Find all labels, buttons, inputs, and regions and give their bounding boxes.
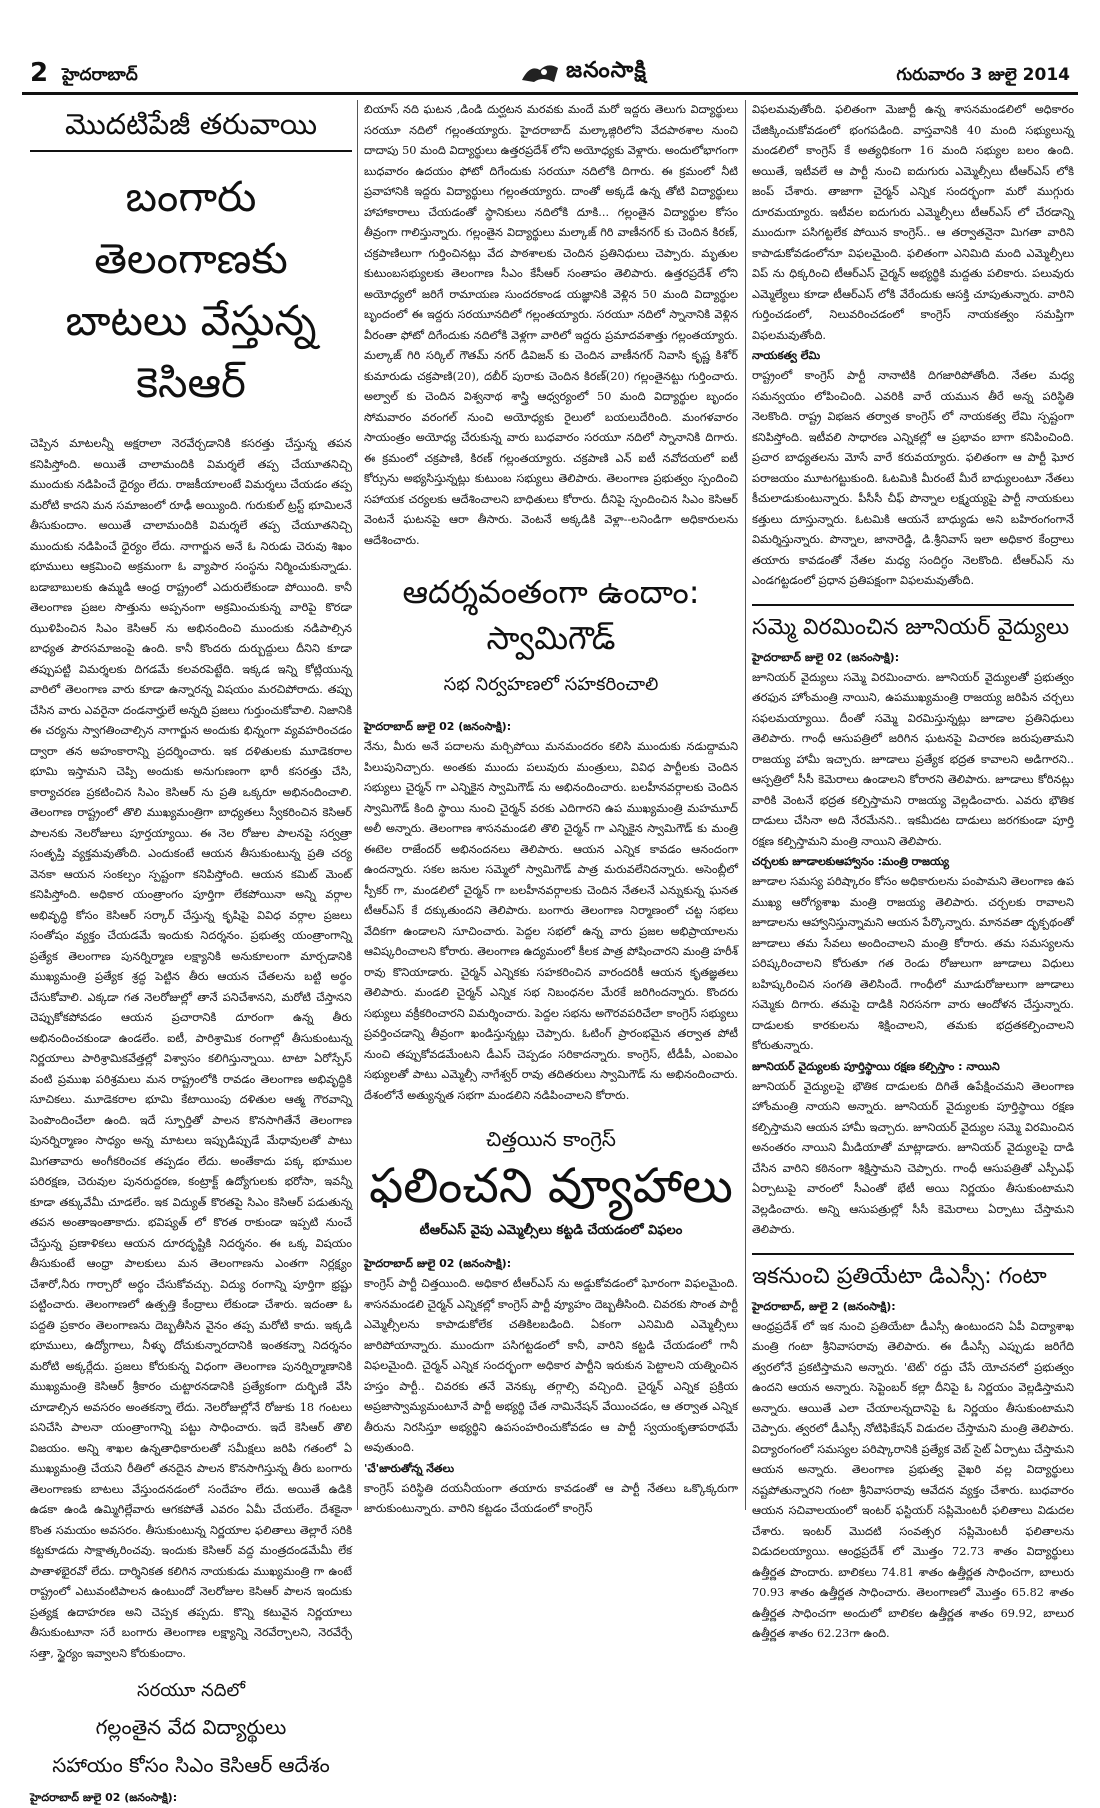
- inline-subhead: నాయకత్వ లేమి: [752, 349, 821, 362]
- article-body: [752, 100, 1074, 592]
- story-subheadline: టీఆర్ఎస్ వైపు ఎమ్మెల్సీలు కట్టడి చేయడంలో విఫలం: [419, 1223, 683, 1238]
- article-body: [364, 1274, 738, 1520]
- article-paragraph: జూనియర్ వైద్యులపై భౌతిక దాడులకు దిగితే ఉపేక్షించమని తెలంగాణ హోంమంత్రి నాయని అన్నారు. జూనియర్ వైద్యులకు పూర్తిస్థాయి రక్షణ కల్పిస్తామని ఆయన హామీ ఇచ్చారు. జూనియర్ వైద్యుల సమ్మె విరమించిన అనంతరం నాయిని మీడియాతో మాట్లాడారు. జూనియర్ వైద్యులపై దాడి చేసిన వారిని కఠినంగా శిక్షిస్తామని చెప్పారు. గాంధీ ఆసుపత్రితో ఎస్పీఎఫ్ ఏర్పాటుపై వారంలో సీఎంతో భేటీ అయి నిర్ణయం తీసుకుంటామని వెల్లడించారు. అన్ని ఆసుపత్రుల్లో సీసీ కెమెరాలు ఏర్పాటు చేస్తామని తెలిపారు.: [752, 1079, 1074, 1236]
- story-headline: సమ్మె విరమించిన జూనియర్ వైద్యులు: [752, 604, 1074, 644]
- article-paragraph: రాష్ట్రంలో కాంగ్రెస్ పార్టీ నానాటికి దిగజారిపోతోంది. నేతల మధ్య సమన్వయం లోపించింది. ఎవరికి వారే యమున తీరే అన్న పరిస్థితి నెలకొంది. రాష్ట్ర విభజన తర్వాత కాంగ్రెస్ లో నాయకత్వ లేమి స్పష్టంగా కనిపిస్తోంది. ఇటీవలి సాధారణ ఎన్నికల్లో ఆ ప్రభావం బాగా కనిపించింది. ప్రచార బాధ్యతలను మోసే వారే కరువయ్యారు. ఫలితంగా ఆ పార్టీ ఘోర పరాజయం మూటగట్టుకుంది. ఓటమికి మీరంటే మీరే బాధ్యులంటూ నేతలు కీచులాడుకుంటున్నారు. పీసీసీ చీఫ్ పొన్నాల లక్ష్మయ్యపై పార్టీ నాయకులు కత్తులు దూస్తున్నారు. ఓటమికి ఆయనే బాధ్యుడు అని బహిరంగంగానే విమర్శిస్తున్నారు. పొన్నాల, జానారెడ్డి, డి.శ్రీనివాస్ ఇలా అధికార కేంద్రాలు తయారు కావడంతో నేతల మధ్య సందిగ్ధం నెలకొంది. టీఆర్ఎస్ ను ఎండగట్టడంలో ప్రధాన ప్రతిపక్షంగా విఫలమవుతోంది.: [752, 369, 1074, 587]
- edition-city: హైదరాబాద్: [62, 65, 138, 85]
- brand-name: జనంసాక్షి: [566, 58, 647, 83]
- inline-subhead: జూనియర్ వైద్యులకు పూర్తిస్థాయి రక్షణ కల్పిస్తాం : నాయిని: [752, 1059, 1000, 1073]
- article-paragraph: కాంగ్రెస్ పరిస్థితి దయనీయంగా తయారు కావడంతో ఆ పార్టీ నేతలు ఒక్కొక్కరుగా జారుకుంటున్నారు. వారిని కట్టడం చేయడంలో కాంగ్రెస్: [364, 1481, 738, 1515]
- dateline: హైదరాబాద్, జులై 2 (జనంసాక్షి):: [752, 1299, 896, 1313]
- article-paragraph: ఆంధ్రప్రదేశ్ లో ఇక నుంచి ప్రతియేటా డీఎస్సీ ఉంటుందని ఏపీ విద్యాశాఖ మంత్రి గంటా శ్రీనివాసరావు తెలిపారు. ఈ డీఎస్సీ ఎప్పుడు జరిగేది త్వరలోనే ప్రకటిస్తామని అన్నారు. 'టెట్' రద్దు చేసే యోచనలో ప్రభుత్వం ఉందని ఆయన అన్నారు. సెప్టెంబర్ కల్లా దీనిపై ఓ నిర్ణయం వెల్లడిస్తామని అన్నారు. ఆయితే ఎలా చేయాలన్నదానిపై ఓ నిర్ణయం తీసుకుంటామని చెప్పారు. త్వరలో డీఎస్సీ నోటిఫికేషన్ విడుదల చేస్తామని మంత్రి తెలిపారు. విద్యారంగంలో సమస్యల పరిష్కారానికి ప్రత్యేక వెబ్ సైట్ ఏర్పాటు చేస్తామని ఆయన అన్నారు. తెలంగాణ ప్రభుత్వ వైఖరి వల్ల విద్యార్థులు నష్టపోతున్నారని గంటా శ్రీనివాసరావు ఆవేదన వ్యక్తం చేశారు. బుధవారం ఆయన సచివాలయంలో ఇంటర్ ఫస్టియర్ సప్లిమెంటరీ ఫలితాలు విడుదల చేశారు. ఇంటర్ మొదటి సంవత్సర సప్లిమెంటరీ ఫలితాలను విడుదలయ్యాయి. ఆంధ్రప్రదేశ్ లో మొత్తం 72.73 శాతం విద్యార్థులు ఉత్తీర్ణత పొందారు. బాలికలు 74.81 శాతం ఉత్తీర్ణత సాధించగా, బాలురు 70.93 శాతం ఉత్తీర్ణత సాధించారు. తెలంగాణలో మొత్తం 65.82 శాతం ఉత్తీర్ణత సాధించగా అందులో బాలికల ఉత్తీర్ణత శాతం 69.92, బాలుర ఉత్తీర్ణత శాతం 62.23గా ఉంది.: [752, 1319, 1074, 1640]
- brand-logo-icon: [520, 60, 560, 86]
- article-paragraph: బియాస్ నది ఘటన ,డిండి దుర్ఘటన మరవకు మందే మరో ఇద్దరు తెలుగు విద్యార్థులు సరయూ నదిలో గల్లంతయ్యారు. హైదరాబాద్ మల్కాజ్గిరిలోని వేదపాఠశాల నుంచి దాదాపు 50 మంది విద్యార్థులు ఉత్తరప్రదేశ్ లోని అయోధ్యకు వెళ్లారు. అందులోభాగంగా బుధవారం ఉదయం ఫోటో దిగేందుకు సరయూ నదిలోకి దిగారు. ఈ క్రమంలో నీటి ప్రవాహానికి ఇద్దరు విద్యార్థులు గల్లంతయ్యారు. దాంతో అక్కడే ఉన్న తోటి విద్యార్థులు హాహాకారాలు చేయడంతో స్థానికులు నదిలోకి దూకి... గల్లంతైన విద్యార్థుల కోసం తీవ్రంగా గాలిస్తున్నారు. గల్లంతైన విద్యార్థులు మల్కాజ్ గిరి వాణీనగర్ కు చెందిన కిరణ్, చక్రపాణిలుగా గుర్తించినట్లు వేద పాఠశాలకు చెందిన ప్రతినిధులు చెప్పారు. మృతుల కుటుంబసభ్యులకు తెలంగాణ సీఎం కేసీఆర్ సంతాపం తెలిపారు. ఉత్తరప్రదేశ్ లోని అయోధ్యలో జరిగే రామాయణ సుందరకాండ యజ్ఞానికి వెళ్లిన 50 మంది విద్యార్థుల బృందంలో ఈ ఇద్దరు సరయూనదిలో గల్లంతయ్యారు. సరయూ నదిలో స్నానానికి వెళ్లిన వీరంతా ఫోటో దిగేందుకు నదిలోకి వెళ్లగా వారిలో ఇద్దరు ప్రమాదవశాత్తు గల్లంతయ్యారు. మల్కాజ్ గిరి సర్కిల్ గౌతమ్ నగర్ డివిజన్ కు చెందిన వాణీనగర్ నివాసి కృష్ణ కిశోర్ కుమారుడు చక్రపాణి(20), దబీర్ పురాకు చెందిన కిరణ్(20) గల్లంతైనట్టు గుర్తించారు. అల్వాల్ కు చెందిన విశ్వనాథ శాస్త్రి ఆధ్వర్యంలో 50 మంది విద్యార్థుల బృందం సోమవారం వరంగల్ నుంచి అయోధ్యకు రైలులో బయలుదేరింది. మంగళవారం సాయంత్రం అయోధ్య చేరుకున్న వారు బుధవారం సరయూ నదిలో స్నానానికి దిగారు. ఈ క్రమంలో చక్రపాణి, కిరణ్ గల్లంతయ్యారు. చక్రపాణి ఎన్ ఐటీ నవోదయలో ఐటీ కోర్సును అభ్యసిస్తున్నట్లు కుటుంబ సభ్యులు తెలిపారు. తెలంగాణ ప్రభుత్వం స్పందించి సహాయక చర్యలకు ఆదేశించాలని బాధితులు కోరారు. దీనిపై స్పందించిన సిఎం కెసిఆర్ వెంటనే ఘటనపై ఆరా తీసారు. వెంటనే అక్కడికి వెళ్లా--లనిండిగా అధికారులను ఆదేశించారు.: [364, 103, 738, 547]
- story-subheadline: సభ నిర్వహణలో సహకరించాలి: [443, 674, 659, 695]
- article-body: [752, 668, 1074, 1241]
- article-paragraph: చెప్పిన మాటలన్నీ అక్షరాలా నెరవేర్చడానికి కసరత్తు చేస్తున్న తపన కనిపిస్తోంది. అయితే చాలామందికి విమర్శలే తప్ప చేయూతనిచ్చి ముందుకు నడిపించే ధైర్యం లేదు. రాజకీయాలంటే విమర్శలు చేయడం తప్ప మరోటి కాదని మన సమాజంలో రూఢీ అయ్యింది. గురుకుల్ ట్రస్ట్ భూమిలనే తీసుకుందాం. అయితే చాలామందికి విమర్శలే తప్ప చేయూతనిచ్చి ముందుకు నడిపించే ధైర్యం లేదు. నాగార్జున అనే ఓ నిరుడు చెరువు శిఖం భూములు ఆక్రమించి అక్రమంగా ఓ వ్యాపార సంస్థను నిర్మించుకున్నాడు. బడాబాబులకు ఉమ్మడి ఆంధ్ర రాష్ట్రంలో ఎదురులేకుండా పోయింది. కానీ తెలంగాణ ప్రజల సొత్తును అప్పనంగా అక్రమించుకున్న వారిపై కొరడా ఝుళిపించిన సిఎం కెసిఆర్ ను అభినందించి ముందుకు నడిపాల్సిన బాధ్యత పౌరసమాజంపై ఉంది. కానీ కొందరు దుర్బుద్దులు దీనిని కూడా తప్పుపట్టి విమర్శలకు దిగడమే కలవరపెట్టేది. ఇక్కడ ఇన్ని కోట్లియున్న వారిలో తెలంగాణ వారు కూడా ఉన్నారన్న విషయం మరచిపోరాదు. తప్పు చేసిన వారు ఎవరైనా దండనార్హులే అన్నది ప్రజలు గుర్తుంచుకోవాలి. నిజానికి ఈ చర్యను స్వాగతించాల్సిన నాగార్జున అందుకు భిన్నంగా వ్యవహరించడం ద్వారా తన అహంకారాన్ని ప్రదర్శించారు. ఇక దళితులకు మూడెకరాల భూమి ఇస్తామని చెప్పి అందుకు అనుగుణంగా భారీ కసరత్తు చేసి, కార్యాచరణ ప్రకటించిన సిఎం కెసిఆర్ ను ప్రతి ఒక్కరూ అభినందించాలి. తెలంగాణ రాష్ట్రంలో తొలి ముఖ్యమంత్రిగా బాధ్యతలు స్వీకరించిన కెసిఆర్ పాలనకు నెలరోజులు పూర్తయ్యాయి. ఈ నెల రోజుల పాలనపై సర్వత్రా సంతృప్తి వ్యక్తమవుతోంది. ఎందుకంటే ఆయన తీసుకుంటున్న ప్రతి చర్య వెనకా ఆయన సంకల్పం స్పష్టంగా కనిపిస్తోంది. ఆయన కమిట్ మెంట్ కనిపిస్తోంది. అధికార యంత్రాంగం పూర్తిగా లేకపోయినా అన్ని వర్గాల అభివృద్ధి కోసం కెసిఆర్ సర్కార్ చేస్తున్న కృషిపై వివిధ వర్గాల ప్రజలు సంతోషం వ్యక్తం చేయడమే ఇందుకు నిదర్శనం. ప్రభుత్వ యంత్రాంగాన్ని ప్రత్యేక తెలంగాణ పునర్నిర్మాణ లక్ష్యానికి అనుకూలంగా మార్చడానికి ముఖ్యమంత్రి ప్రత్యేక శ్రద్ధ పెట్టిన తీరు ఆయన చేతలను బట్టి అర్థం చేసుకోవాలి. ఎక్కడా గత నెలరోజుల్లో తానే పనిచేశానని, మరోటి చేస్తానని చెప్పుకోకపోవడం ఆయన ప్రచారానికి దూరంగా ఉన్న తీరు అభినందించకుండా ఉండలేం. ఐటీ, పారిశ్రామిక రంగాల్లో తీసుకుంటున్న నిర్ణయాలు పారిశ్రామికవేత్తల్లో విశ్వాసం కలిగిస్తున్నాయి. టాటా ఏరోస్పేస్ వంటి ప్రముఖ పరిశ్రమలు మన రాష్ట్రంలోకి రావడం తెలంగాణ అభివృద్ధికి సూచికలు. మూడెకరాల భూమి కేటాయింపు దళితుల ఆత్మ గౌరవాన్ని పెంపొందించేలా ఉంది. ఇదే స్ఫూర్తితో పాలన కొనసాగితేనే తెలంగాణ పునర్నిర్మాణం సాధ్యం అన్న మాటలు ఇప్పుడిప్పుడే మేధావులతో పాటు మిగతావారు అంగీకరించక తప్పడం లేదు. అంతేకాదు పక్క భూముల పరిరక్షణ, చెరువుల పునరుద్దరణ, కంట్రాక్ట్ ఉద్యోగులకు భరోసా, ఇవన్నీ కూడా తక్కువేమీ చూడలేం. ఇక విద్యుత్ కొరతపై సిఎం కెసిఆర్ పడుతున్న తపన అంతాఇంతాకాదు. భవిష్యత్ లో కొరత రాకుండా ఇప్పటి నుంచే చేస్తున్న ప్రణాళికలు ఆయన దూరదృష్టికి నిదర్శనం. ఈ ఒక్క విషయం తీసుకుంటే ఆంధ్రా పాలకులు మన తెలంగాణను ఎంతగా నిర్లక్ష్యం చేశారో,నీరు గార్చారో అర్థం చేసుకోవచ్చు. విద్యు రంగాన్ని పూర్తిగా భ్రష్టు పట్టించారు. తెలంగాణలో ఉత్పత్తి కేంద్రాలు లేకుండా చేశారు. ఇదంతా ఓ పద్దతి ప్రకారం తెలంగాణను దెబ్బతీసిన వైనం తప్ప మరోటి కాదు. ఇక్కడి భూములు, ఉద్యోగాలు, నీళ్ళు దోచుకున్నారదానికి ఇంతకన్నా నిదర్శనం మరోటి అక్కర్లేదు. ప్రజలు కోరుకున్న విధంగా తెలంగాణ పునర్నిర్మాణానికి ముఖ్యమంత్రి కెసిఆర్ శ్రీకారం చుట్టారనడానికి ప్రత్యేకంగా దుర్భిణి వేసి చూడాల్సిన అవసరం అంతకన్నా లేదు. నెలరోజుల్లోనే రోజుకు 18 గంటలు పనిచేసి పాలనా యంత్రాంగాన్ని పట్టు సాధించారు. ఇదే కెసిఆర్ తొలి విజయం. అన్ని శాఖల ఉన్నతాధికారులతో సమీక్షలు జరిపి గతంలో ఏ ముఖ్యమంత్రి చేయని రీతిలో తనదైన పాలన కొనసాగిస్తున్న తీరు బంగారు తెలంగాణకు బాటలు వేస్తుందనడంలో సందేహం లేదు. అయితే ఉడికి ఉడకా ఉండి ఉమ్మిగిల్లేవారు ఆగకపోతే ఎవరం ఏమీ చేయలేం. దేశకైనా కొంత సమయం అవసరం. తీసుకుంటున్న నిర్ణయాల ఫలితాలు తెల్లారే సరికి కట్టకూడదు సాక్షాత్కరించవు. ఇందుకు కెసిఆర్ వద్ద మంత్రదండమేమీ లేక పాతాళభైరవో లేదు. దార్శినికత కలిగిన నాయకుడు ముఖ్యమంత్రి గా ఉంటే రాష్ట్రంలో ఎటువంటిపాలన ఉంటుందో నెలరోజుల కెసిఆర్ పాలన ఇందుకు ప్రత్యక్ష ఉదాహరణ అని చెప్పక తప్పదు. కొన్ని కటువైన నిర్ణయాలు తీసుకుంటూనా సరే బంగారు తెలంగాణ లక్ష్యాన్ని నెరవేర్చాలని, నెరవేర్చే సత్తా, స్థైర్యం ఇవ్వాలని కోరుకుందాం.: [30, 437, 352, 1660]
- article-paragraph: నేను, మీరు అనే పదాలను మర్చిపోయి మనమందరం కలిసి ముందుకు నడుద్దామని పిలుపునిచ్చారు. అంతకు ముందు పలువురు మంత్రులు, వివిధ పార్టీలకు చెందిన సభ్యులు చైర్మన్ గా ఎన్నికైన స్వామిగౌడ్ ను అభినందించారు. బలహీనవర్గాలకు చెందిన స్వామిగౌడ్ కింది స్థాయి నుంచి చైర్మన్ వరకు ఎదిగారని ఉప ముఖ్యమంత్రి మహమూద్ అలీ అన్నారు. తెలంగాణ శాసనమండలి తొలి చైర్మన్ గా ఎన్నికైన స్వామిగౌడ్ కు మంత్రి ఈటెల రాజేందర్ అభినందనలు తెలిపారు. ఆయన ఎన్నిక కావడం ఆనందంగా ఉందన్నారు. సకల జనుల సమ్మెలో స్వామిగౌడ్ పాత్ర మరువలేనిదన్నారు. అసెంబ్లీలో స్పీకర్ గా, మండలిలో చైర్మన్ గా బలహీనవర్గాలకు చెందిన నేతలనే ఎన్నుకున్న ఘనత టీఆర్ఎస్ కే దక్కుతుందని తెలిపారు. బంగారు తెలంగాణ నిర్మాణంలో చట్ట సభలు వేదికగా ఉండాలని సూచించారు. పెద్దల సభలో ఉన్న వారు ప్రజల అభిప్రాయాలను ఆవిష్కరించాలని కోరారు. తెలంగాణ ఉద్యమంలో కీలక పాత్ర పోషించారని మంత్రి హరీశ్ రావు కొనియాడారు. చైర్మన్ ఎన్నికకు సహకరించిన వారందరికీ ఆయన కృతజ్ఞతలు తెలిపారు. మండలి చైర్మన్ ఎన్నిక సభ నిబంధనల మేరకే జరిగిందన్నారు. కొందరు సభ్యులు వక్రీకరించారని విమర్శించారు. పెద్దల సభను అగౌరవపరిచేలా కాంగ్రెస్ సభ్యులు ప్రవర్తించడాన్ని తీవ్రంగా ఖండిస్తున్నట్లు చెప్పారు. ఓటింగ్ ప్రారంభమైన తర్వాత పోటీ నుంచి తప్పుకోవడమేంటని డీఎస్ చెప్పడం సరికాదన్నారు. కాంగ్రెస్, టీడీపీ, ఎంఐఎం సభ్యులతో పాటు ఎమ్మెల్సీ నాగేశ్వర్ రావు తదితరులు స్వామిగౌడ్ ను అభినందించారు. దేశంలోనే అత్యున్నత సభగా మండలిని నడిపించాలని కోరారు.: [364, 740, 738, 1102]
- story-headline: గల్లంతైన వేద విద్యార్థులు: [95, 1715, 287, 1739]
- inline-subhead: 'చే'జారుతోన్న నేతలు: [364, 1461, 455, 1475]
- lead-headline-line1: బంగారు తెలంగాణకు: [94, 172, 288, 283]
- lead-headline: [30, 166, 352, 414]
- story-headline: ఫలించని వ్యూహాలు: [369, 1158, 733, 1214]
- dateline: హైదరాబాద్ జులై 02 (జనంసాక్షి):: [30, 1791, 178, 1804]
- header-rule: [22, 92, 1078, 95]
- column-3: [752, 100, 1074, 1640]
- dateline: హైదరాబాద్ జులై 02 (జనంసాక్షి):: [364, 1257, 512, 1270]
- article-paragraph: జూనియర్ వైద్యులు సమ్మె విరమించారు. జూనియర్ వైద్యులతో ప్రభుత్వం తరఫున హోంమంత్రి నాయిని, ఉపముఖ్యమంత్రి రాజయ్య జరిపిన చర్చలు సఫలమయ్యాయి. దీంతో సమ్మె విరమిస్తున్నట్లు జూడాల ప్రతినిధులు తెలిపారు. గాంధీ ఆసుపత్రిలో జరిగిన ఘటనపై విచారణ జరుపుతామని రాజయ్య హామీ ఇచ్చారు. జూడాలు ప్రత్యేక భద్రత కావాలని అడిగారని.. ఆస్పత్రిలో సీసీ కెమెరాలు ఉండాలని కోరారని తెలిపారు. జూడాలు కోరినట్లు వారికి వెంటనే భద్రత కల్పిస్తామని రాజయ్య వెల్లడించారు. ఎవరు భౌతిక దాడులు చేసినా అది నేరమేనని.. ఇకమీదట దాడులు జరగకుండా పూర్తి రక్షణ కల్పిస్తామని మంత్రి నాయిని తెలిపారు.: [752, 670, 1074, 848]
- masthead: [22, 56, 1078, 96]
- brand: [520, 58, 647, 88]
- article-paragraph: కాంగ్రెస్ పార్టీ చిత్తయింది. అధికార టీఆర్ఎస్ ను అడ్డుకోవడంలో ఘోరంగా విఫలమైంది. శాసనమండలి చైర్మన్ ఎన్నికల్లో కాంగ్రెస్ పార్టీ వ్యూహం దెబ్బతీసింది. చివరకు సొంత పార్టీ ఎమ్మెల్సీలను కాపాడుకోలేక చతికిలబడింది. ఏకంగా ఎనిమిది ఎమ్మెల్సీలు జారిపోయాన్నారు. ముందుగా పసిగట్టడంలో కానీ, వారిని కట్టడి చేయడంలో గానీ విఫలమైంది. చైర్మన్ ఎన్నిక సందర్భంగా అధికార పార్టీని ఇరుకున పెట్టాలని యత్నించిన హస్తం పార్టీ.. చివరకు తనే వెనక్కు తగ్గాల్సి వచ్చింది. చైర్మన్ ఎన్నిక ప్రక్రియ అప్రజాస్వామ్యమంటూనే పార్టీ అభ్యర్థి చేత నామినేషన్ వేయించడం, ఆ తర్వాత ఎన్నిక తీరును నిరసిస్తూ అభ్యర్థిని ఉపసంహరించుకోవడం ఆ పార్టీ స్వయంకృతాపరాథమే అవుతుంది.: [364, 1277, 738, 1454]
- section-kicker: మొదటిపేజీ తరువాయి: [30, 104, 352, 152]
- dateline: హైదరాబాద్ జులై 02 (జనంసాక్షి):: [752, 650, 900, 664]
- story-subheadline: సహాయం కోసం సిఎం కెసిఆర్ ఆదేశం: [52, 1753, 330, 1777]
- story-kicker: సరయూ నదిలో: [136, 1680, 246, 1701]
- page-number: 2: [30, 58, 49, 88]
- column-2: [364, 100, 738, 1520]
- story-headline-line2: స్వామిగౌడ్: [486, 619, 616, 657]
- column-divider: [745, 100, 746, 1510]
- dateline: హైదరాబాద్ జులై 02 (జనంసాక్షి):: [364, 720, 512, 733]
- column-divider: [357, 100, 358, 1510]
- lead-article-body: [30, 434, 352, 1664]
- article-paragraph: విఫలమవుతోంది. ఫలితంగా మెజార్టీ ఉన్న శాసనమండలిలో అధికారం చేజిక్కించుకోవడంలో భంగపడింది. వాస్తవానికి 40 మంది సభ్యులున్న మండలిలో కాంగ్రెస్ కే అత్యధికంగా 16 మంది సభ్యుల బలం ఉంది. అయితే, ఇటీవలే ఆ పార్టీ నుంచి ఐదుగురు ఎమ్మెల్సీలు టీఆర్ఎస్ లోకి జంప్ చేశారు. తాజాగా చైర్మన్ ఎన్నిక సందర్భంగా మరో ముగ్గురు దూరమయ్యారు. ఇటీవల ఐదుగురు ఎమ్మెల్సీలు టీఆర్ఎస్ లో చేరడాన్ని ముందుగా పసిగట్టలేక పోయిన కాంగ్రెస్.. ఆ తర్వాతనైనా మిగతా వారిని కాపాడుకోవడంలోనూ విఫలమైంది. ఫలితంగా ఎనిమిది మంది ఎమ్మెల్సీలు విప్ ను ధిక్కరించి టీఆర్ఎస్ చైర్మన్ అభ్యర్థికి మద్దతు పలికారు. పలువురు ఎమ్మెల్యేలు కూడా టీఆర్ఎస్ లోకి వేరేందుకు ఆసక్తి చూపుతున్నారు. వారిని గుర్తించడంలో, నిలువరించడంలో కాంగ్రెస్ నాయకత్వం సమప్తిగా విఫలమవుతోంది.: [752, 103, 1074, 342]
- article-paragraph: జూడాల సమస్య పరిష్కారం కోసం అధికారులను పంపామని తెలంగాణ ఉప ముఖ్య ఆరోగ్యశాఖ మంత్రి రాజయ్య తెలిపారు. చర్చలకు రావాలని జూడాలను ఆహ్వానిస్తున్నామని ఆయన పేర్కొన్నారు. మానవతా దృక్పథంతో జూడాలు తమ సేవలు అందించాలని మంత్రి కోరారు. తమ సమస్యలను పరిష్కరించాలని కోరుతూ గత రెండు రోజులుగా జూడాలు విధులు బహిష్కరించిన సంగతి తెలిసిందే. గాంధీలో మూడురోజులుగా జూడాలు సమ్మెకు దిగారు. తమపై దాడికి నిరసనగా వారు ఆందోళన చేస్తున్నారు. దాడులకు కారకులను శిక్షించాలని, తమకు భద్రతకల్పించాలని కోరుతున్నారు.: [752, 875, 1074, 1052]
- story-headline: ఇకనుంచి ప్రతియేటా డిఎస్సీ: గంటా: [752, 1253, 1074, 1293]
- publication-date: గురువారం 3 జులై 2014: [896, 65, 1070, 85]
- article-body: [364, 737, 738, 1106]
- story-kicker: చిత్తయిన కాంగ్రెస్: [486, 1127, 616, 1151]
- lead-headline-line2: బాటలు వేస్తున్న కెసిఆర్: [65, 296, 317, 407]
- inline-subhead: చర్చలకు జూడాలకుఆహ్వానం :మంత్రి రాజయ్య: [752, 855, 950, 868]
- story-headline: ఆదర్శవంతంగా ఉందాం:: [402, 573, 700, 611]
- article-body: [752, 1317, 1074, 1645]
- article-body: [364, 100, 738, 551]
- column-1: [30, 100, 352, 1804]
